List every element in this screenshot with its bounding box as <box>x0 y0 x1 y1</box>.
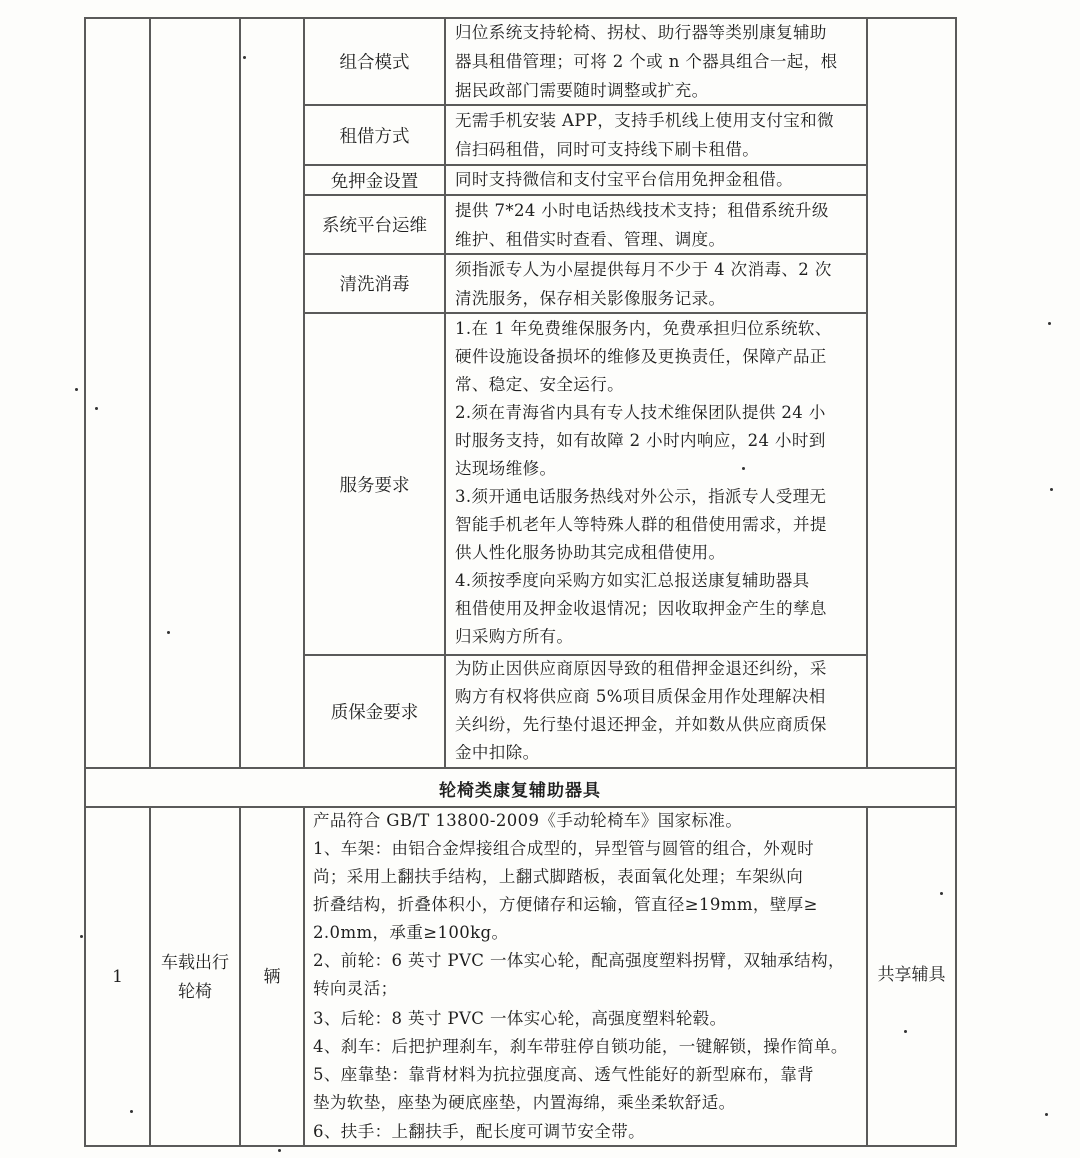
description-line: 2.须在青海省内具有专人技术维保团队提供 24 小 <box>455 403 826 422</box>
scan-speck <box>75 388 78 391</box>
spec-line: 折叠结构，折叠体积小，方便储存和运输，管直径≥19mm，壁厚≥ <box>313 895 818 914</box>
description-line: 归位系统支持轮椅、拐杖、助行器等类别康复辅助 <box>455 23 827 42</box>
scan-speck <box>278 1149 281 1152</box>
description-line: 据民政部门需要随时调整或扩充。 <box>455 81 709 100</box>
product-remark: 共享辅具 <box>877 965 946 985</box>
row-label-platform-maintenance: 系统平台运维 <box>322 216 427 236</box>
scan-speck <box>243 56 246 59</box>
product-name-line: 轮椅 <box>178 982 212 1002</box>
spec-line: 3、后轮：8 英寸 PVC 一体实心轮，高强度塑料轮毂。 <box>313 1009 727 1028</box>
spec-line: 5、座靠垫：靠背材料为抗拉强度高、透气性能好的新型麻布，靠背 <box>313 1065 814 1084</box>
description-line: 同时支持微信和支付宝平台信用免押金租借。 <box>455 170 793 189</box>
description-line: 1.在 1 年免费维保服务内，免费承担归位系统软、 <box>455 319 832 338</box>
description-line: 为防止因供应商原因导致的租借押金退还纠纷，采 <box>455 659 827 678</box>
description-line: 金中扣除。 <box>455 743 540 762</box>
scan-speck <box>742 467 745 470</box>
row-label-cleaning: 清洗消毒 <box>339 275 410 295</box>
spec-line: 4、刹车：后把护理刹车，刹车带驻停自锁功能，一键解锁，操作简单。 <box>313 1037 848 1056</box>
row-label-deposit-free: 免押金设置 <box>330 171 419 192</box>
scan-speck <box>1050 488 1053 491</box>
product-name-line: 车载出行 <box>161 953 229 973</box>
scan-speck <box>167 631 170 634</box>
description-line: 清洗服务，保存相关影像服务记录。 <box>455 289 726 308</box>
description-line: 关纠纷，先行垫付退还押金，并如数从供应商质保 <box>455 715 827 734</box>
row-label-combination-mode: 组合模式 <box>339 53 410 73</box>
description-line: 4.须按季度向采购方如实汇总报送康复辅助器具 <box>455 571 810 590</box>
description-line: 时服务支持，如有故障 2 小时内响应，24 小时到 <box>455 431 826 450</box>
description-line: 购方有权将供应商 5%项目质保金用作处理解决相 <box>455 687 826 706</box>
section-title: 轮椅类康复辅助器具 <box>439 780 601 801</box>
scan-speck <box>1048 322 1051 325</box>
description-line: 租借使用及押金收退情况；因收取押金产生的孳息 <box>455 599 827 618</box>
column-divider <box>239 17 241 767</box>
description-line: 3.须开通电话服务热线对外公示，指派专人受理无 <box>455 487 827 506</box>
scan-speck <box>95 407 98 410</box>
spec-line: 2.0mm，承重≥100kg。 <box>313 923 509 942</box>
spec-line: 6、扶手：上翻扶手，配长度可调节安全带。 <box>313 1122 645 1141</box>
product-unit: 辆 <box>263 967 281 987</box>
spec-line: 尚；采用上翻扶手结构，上翻式脚踏板，表面氧化处理；车架纵向 <box>313 867 804 886</box>
description-line: 信扫码租借，同时可支持线下刷卡租借。 <box>455 140 760 159</box>
description-line: 无需手机安装 APP，支持手机线上使用支付宝和微 <box>455 111 834 130</box>
section-top-border <box>84 767 957 769</box>
table-border-right <box>955 17 957 1147</box>
spec-line: 转向灵活； <box>313 979 398 998</box>
row-label-service-requirements: 服务要求 <box>339 475 410 496</box>
description-line: 须指派专人为小屋提供每月不少于 4 次消毒、2 次 <box>455 260 832 279</box>
description-line: 器具租借管理；可将 2 个或 n 个器具组合一起，根 <box>455 52 838 71</box>
spec-line: 产品符合 GB/T 13800-2009《手动轮椅车》国家标准。 <box>313 811 743 830</box>
row-label-warranty-deposit: 质保金要求 <box>330 703 419 723</box>
scan-speck <box>904 1030 907 1033</box>
column-divider <box>303 806 305 1147</box>
description-line: 提供 7*24 小时电话热线技术支持；租借系统升级 <box>455 201 829 220</box>
description-line: 达现场维修。 <box>455 459 557 478</box>
scan-speck <box>1045 1113 1048 1116</box>
description-line: 硬件设施设备损坏的维修及更换责任，保障产品正 <box>455 347 827 366</box>
table-border-left <box>84 767 86 1147</box>
description-line: 维护、租借实时查看、管理、调度。 <box>455 230 726 249</box>
column-divider <box>149 17 151 767</box>
product-index: 1 <box>112 967 123 987</box>
scan-speck <box>940 892 943 895</box>
spec-line: 2、前轮：6 英寸 PVC 一体实心轮，配高强度塑料拐臂，双轴承结构， <box>313 951 845 970</box>
description-line: 归采购方所有。 <box>455 627 574 646</box>
table-border-left <box>84 17 86 767</box>
description-line: 常、稳定、安全运行。 <box>455 375 624 394</box>
description-line: 智能手机老年人等特殊人群的租借使用需求，并提 <box>455 515 827 534</box>
spec-line: 1、车架：由铝合金焊接组合成型的，异型管与圆管的组合，外观时 <box>313 839 814 858</box>
scan-speck <box>80 935 83 938</box>
description-line: 供人性化服务协助其完成租借使用。 <box>455 543 726 562</box>
row-label-rental-method: 租借方式 <box>339 126 410 147</box>
scan-speck <box>130 1110 133 1113</box>
product-name <box>151 949 239 1007</box>
spec-line: 垫为软垫，座垫为硬底座垫，内置海绵，乘坐柔软舒适。 <box>313 1093 736 1112</box>
